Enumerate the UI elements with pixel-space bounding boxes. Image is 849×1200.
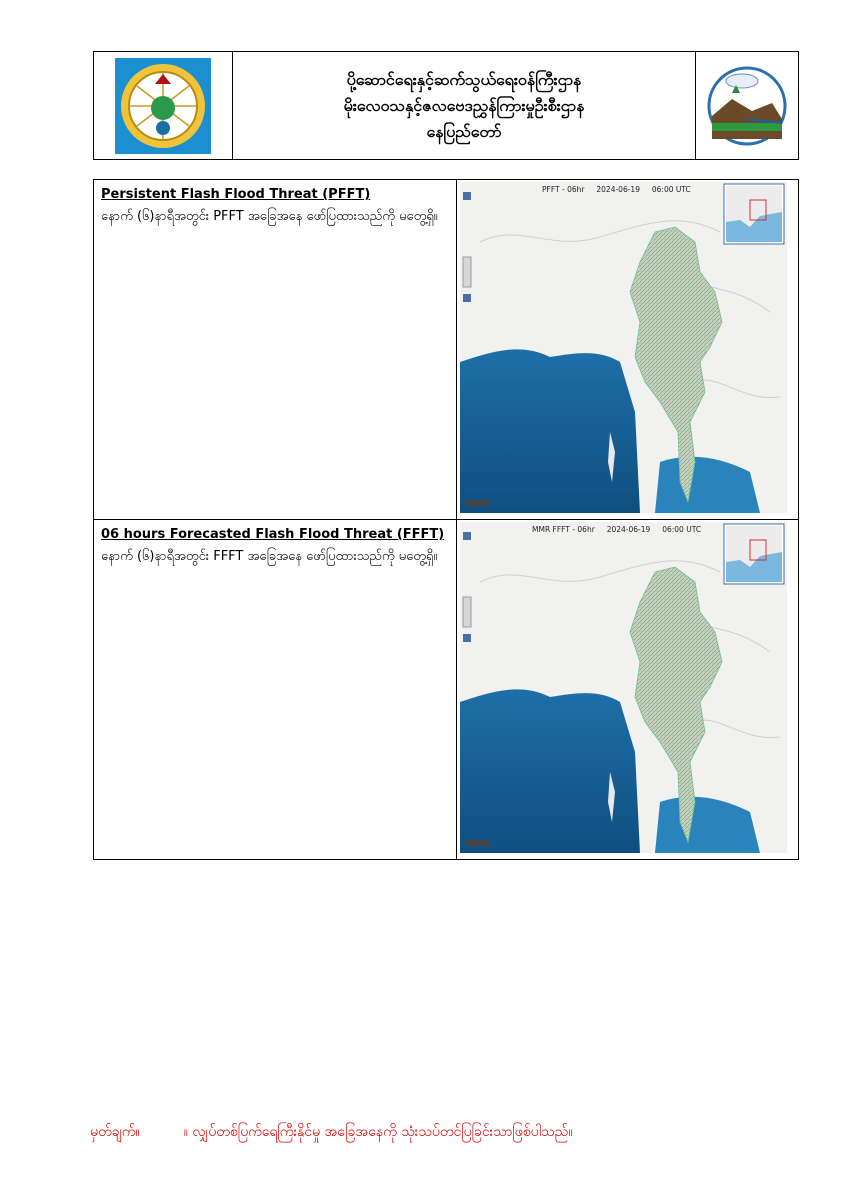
header-line-department: မိုးလေဝသနှင့်ဇလဗေဒညွှန်ကြားမှုဦးစီးဌာန <box>343 95 585 115</box>
header-line-city: နေပြည်တော် <box>426 121 502 141</box>
pfft-row <box>94 180 798 520</box>
hydrologic-cycle-icon <box>702 61 792 151</box>
ffft-row <box>94 520 798 859</box>
header-table <box>93 51 799 160</box>
footer-label: မှတ်ချက်။ <box>90 1124 140 1140</box>
ffft-title: 06 hours Forecasted Flash Flood Threat (FFFT) <box>101 527 445 542</box>
footer-note <box>90 1122 572 1143</box>
pfft-map-title: PFFT - 06hr 2024-06-19 06:00 UTC <box>542 185 691 194</box>
ffft-map-title: MMR FFFT - 06hr 2024-06-19 06:00 UTC <box>532 525 702 534</box>
ffft-map <box>460 522 787 853</box>
content-table <box>93 179 799 860</box>
ffft-description: နောက် (၆)နာရီအတွင်း FFFT အခြေအနေ ဖော်ပြထားသည်ကို မတွေ့ရှိ။ <box>101 549 438 564</box>
department-emblem-icon <box>113 56 213 156</box>
header-right-cell <box>696 52 798 159</box>
header-line-ministry: ပို့ဆောင်ရေးနှင့်ဆက်သွယ်ရေးဝန်ကြီးဌာန <box>346 69 582 89</box>
footer-text: ။ လျှပ်တစ်ပြက်ရေကြီးနိုင်မှု အခြေအနေကို သုံးသပ်တင်ပြခြင်းသာဖြစ်ပါသည်။ <box>183 1124 573 1140</box>
pfft-map <box>460 182 787 513</box>
pfft-title: Persistent Flash Flood Threat (PFFT) <box>101 187 371 202</box>
ffft-text-cell <box>94 520 457 859</box>
header-title-cell <box>233 52 696 159</box>
header-left-cell <box>94 52 233 159</box>
pfft-description: နောက် (၆)နာရီအတွင်း PFFT အခြေအနေ ဖော်ပြထားသည်ကို မတွေ့ရှိ။ <box>101 209 438 224</box>
ffft-map-cell <box>457 520 798 859</box>
pfft-map-cell <box>457 180 798 519</box>
pfft-text-cell <box>94 180 457 519</box>
